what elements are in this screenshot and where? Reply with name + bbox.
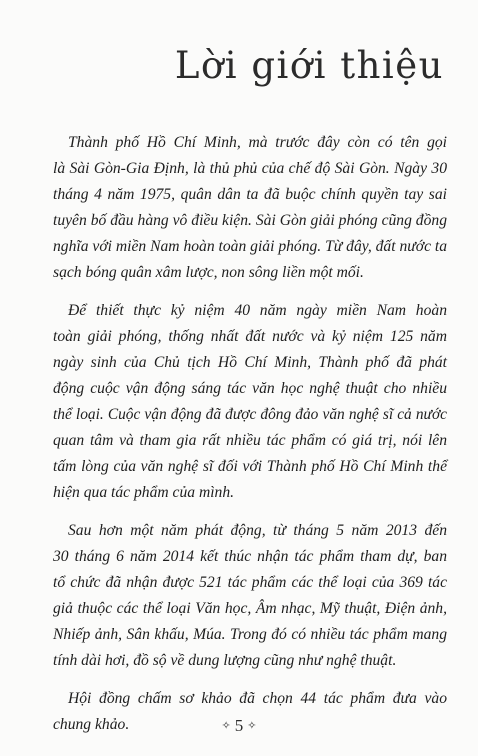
body-text — [53, 130, 447, 750]
text-line: Thành phố Hồ Chí Minh, mà trước đây còn có tên gọi — [68, 134, 447, 151]
text-line: thể loại. Cuộc vận động đã được đông đảo văn nghệ sĩ cả nước — [53, 406, 447, 423]
text-line: tuyên bố đầu hàng vô điều kiện. Sài Gòn giải phóng cũng đồng — [53, 212, 447, 229]
page-number-footer — [0, 716, 478, 736]
text-line: Sau hơn một năm phát động, từ tháng 5 năm 2013 đến — [68, 522, 447, 539]
text-line: Nhiếp ảnh, Sân khấu, Múa. Trong đó có nhiều tác phẩm mang — [53, 626, 447, 643]
chapter-title: Lời giới thiệu — [174, 44, 444, 87]
text-line: Hội đồng chấm sơ khảo đã chọn 44 tác phẩm đưa vào — [68, 690, 447, 707]
text-line: giả thuộc các thể loại Văn học, Âm nhạc, Mỹ thuật, Điện ảnh, — [53, 600, 447, 617]
diamond-ornament-icon: ✧ — [247, 720, 257, 732]
text-line: quan tâm và tham gia rất nhiều tác phẩm có giá trị, nói lên — [53, 432, 447, 449]
page-number: 5 — [234, 716, 244, 735]
text-line: là Sài Gòn-Gia Định, là thủ phủ của chế độ Sài Gòn. Ngày 30 — [53, 160, 447, 177]
paragraph-1 — [53, 130, 447, 286]
text-line: tấm lòng của văn nghệ sĩ đối với Thành phố Hồ Chí Minh thể — [53, 458, 447, 475]
text-line: ngày sinh của Chủ tịch Hồ Chí Minh, Thành phố đã phát — [53, 354, 447, 371]
paragraph-2 — [53, 298, 447, 506]
text-line: 30 tháng 6 năm 2014 kết thúc nhận tác phẩm tham dự, ban — [53, 548, 447, 565]
text-line: nghĩa với miền Nam hoàn toàn giải phóng. Từ đây, đất nước ta — [53, 238, 448, 255]
text-line: chung khảo. — [53, 716, 130, 733]
diamond-ornament-icon: ✧ — [221, 720, 231, 732]
text-line: sạch bóng quân xâm lược, non sông liền một mối. — [53, 264, 364, 281]
text-line: động cuộc vận động sáng tác văn học nghệ thuật cho nhiều — [53, 380, 447, 397]
text-line: hiện qua tác phẩm của mình. — [53, 484, 235, 501]
text-line: toàn giải phóng, thống nhất đất nước và kỷ niệm 125 năm — [53, 328, 447, 345]
text-line: tổ chức đã nhận được 521 tác phẩm các thể loại của 369 tác — [53, 574, 447, 591]
text-line: tính dài hơi, đồ sộ về dung lượng cũng như nghệ thuật. — [53, 652, 397, 669]
paragraph-3 — [53, 518, 447, 674]
text-line: Để thiết thực kỷ niệm 40 năm ngày miền Nam hoàn — [68, 302, 447, 319]
text-line: tháng 4 năm 1975, quân dân ta đã buộc chính quyền tay sai — [53, 186, 447, 203]
